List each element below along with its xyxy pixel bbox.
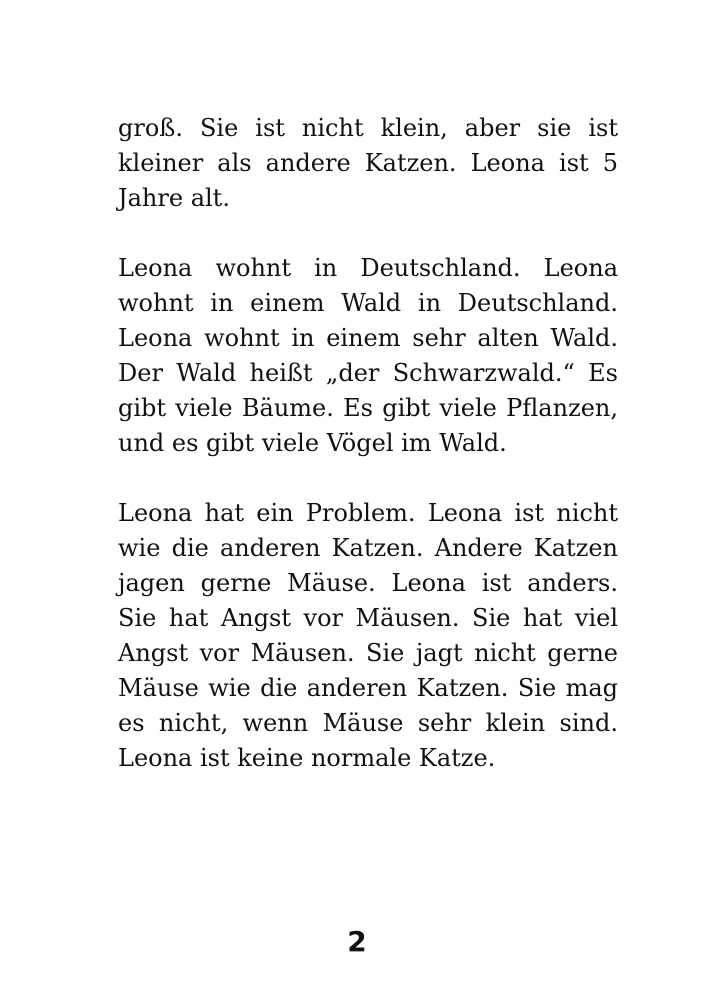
paragraph-2: Leona wohnt in Deutschland. Leona wohnt in einem Wald in Deutschland. Leona wohnt in einem sehr alten Wald. Der Wald heißt „der Schwarzwald.“ Es gibt viele Bäume. Es gibt viele Pflanzen, und es gibt viele Vögel im Wald. xyxy=(118,254,618,457)
paragraph-1: groß. Sie ist nicht klein, aber sie ist kleiner als andere Katzen. Leona ist 5 Jahre alt. xyxy=(118,114,618,212)
paragraph-3: Leona hat ein Problem. Leona ist nicht wie die anderen Katzen. Andere Katzen jagen gerne Mäuse. Leona ist anders. Sie hat Angst vor Mäusen. Sie hat viel Angst vor Mäusen. Sie jagt nicht gerne Mäuse wie die anderen Katzen. Sie mag es nicht, wenn Mäuse sehr klein sind. Leona ist keine normale Katze. xyxy=(118,499,618,772)
page-number: 2 xyxy=(347,925,367,958)
body-text xyxy=(118,111,618,776)
